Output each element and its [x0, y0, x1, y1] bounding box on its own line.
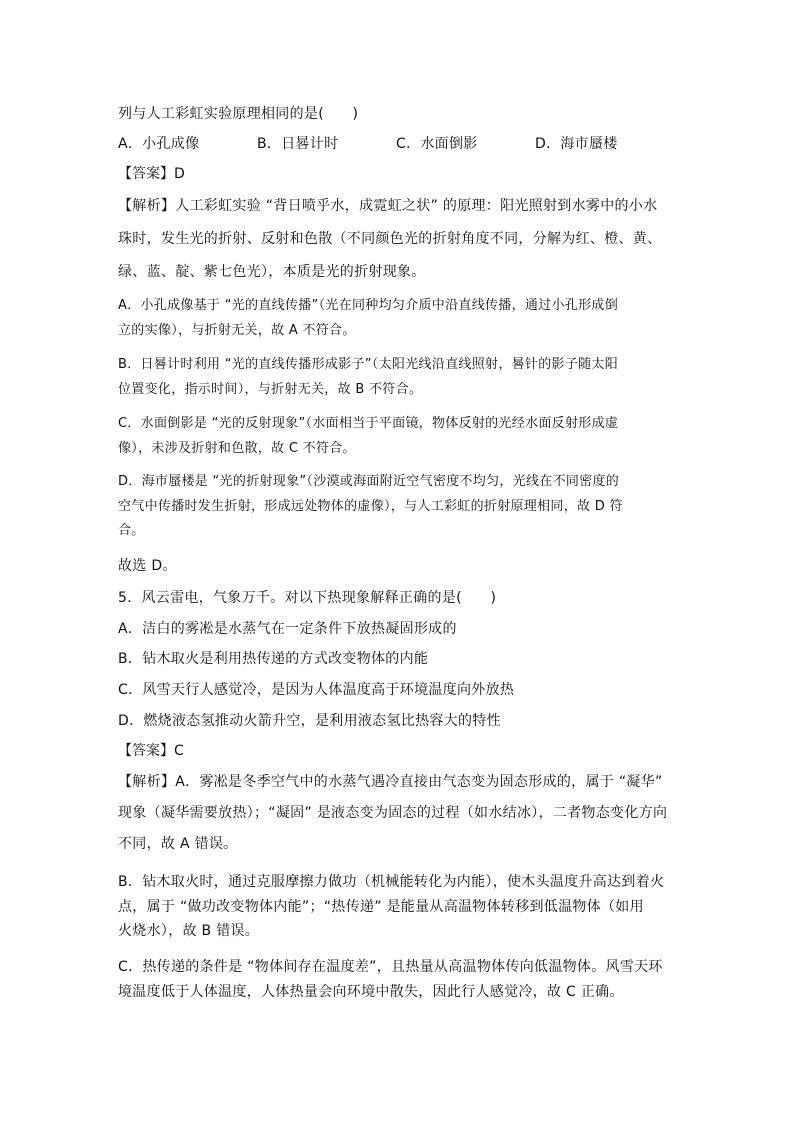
question-4-conclusion: 故选 D。	[118, 558, 177, 574]
question-4-analysis-line: B．日晷计时利用 “光的直线传播形成影子”（太阳光线沿直线照射，晷针的影子随太阳	[118, 357, 619, 372]
question-5-analysis-line: C．热传递的条件是 “物体间存在温度差”，且热量从高温物体传向低温物体。风雪天环	[118, 959, 663, 975]
question-5-answer: 【答案】C	[118, 743, 184, 759]
question-4-analysis-line: 【解析】人工彩虹实验 “背日喷乎水，成霓虹之状” 的原理：阳光照射到水雾中的小水	[118, 198, 658, 214]
question-5-option: A．洁白的雾凇是水蒸气在一定条件下放热凝固形成的	[118, 621, 457, 637]
question-5-analysis-line: 【解析】A．雾凇是冬季空气中的水蒸气遇冷直接由气态变为固态形成的，属于 “凝华”	[118, 774, 663, 790]
question-5-option: B．钻木取火是利用热传递的方式改变物体的内能	[118, 651, 429, 667]
question-4-analysis-line: 空气中传播时发生折射，形成远处物体的虚像），与人工彩虹的折射原理相同，故 D 符	[118, 499, 623, 514]
question-5-option: C．风雪天行人感觉冷，是因为人体温度高于环境温度向外放热	[118, 682, 515, 698]
question-5-analysis-line: B．钻木取火时，通过克服摩擦力做功（机械能转化为内能），使木头温度升高达到着火	[118, 874, 665, 890]
question-4-analysis-line: D．海市蜃楼是 “光的折射现象”（沙漠或海面附近空气密度不均匀，光线在不同密度的	[118, 474, 620, 489]
question-4-analysis-line: A．小孔成像基于 “光的直线传播”（光在同种均匀介质中沿直线传播，通过小孔形成倒	[118, 298, 618, 313]
question-4-analysis-line: 绿、蓝、靛、紫七色光），本质是光的折射现象。	[118, 264, 426, 280]
question-5-analysis-line: 境温度低于人体温度，人体热量会向环境中散失，因此行人感觉冷，故 C 正确。	[118, 984, 624, 1000]
question-4-option-a: A．小孔成像	[118, 136, 200, 152]
question-5-option: D．燃烧液态氢推动火箭升空，是利用液态氢比热容大的特性	[118, 713, 501, 729]
question-4-answer: 【答案】D	[118, 166, 185, 182]
question-4-option-c: C．水面倒影	[396, 136, 478, 152]
question-4-stem: 列与人工彩虹实验原理相同的是( )	[118, 106, 359, 122]
question-4-analysis-line: 立的实像），与折射无关，故 A 不符合。	[118, 323, 356, 338]
question-4-analysis-line: 珠时，发生光的折射、反射和色散（不同颜色光的折射角度不同，分解为红、橙、黄、	[118, 231, 662, 247]
question-4-option-b: B．日晷计时	[257, 136, 339, 152]
question-4-analysis-line: 像），未涉及折射和色散，故 C 不符合。	[118, 441, 356, 456]
question-5-analysis-line: 火烧水），故 B 错误。	[118, 923, 260, 939]
question-5-stem: 5．风云雷电，气象万千。对以下热现象解释正确的是( )	[118, 590, 497, 606]
question-4-analysis-line: 位置变化，指示时间），与折射无关，故 B 不符合。	[118, 382, 423, 397]
question-5-analysis-line: 不同，故 A 错误。	[118, 836, 238, 852]
question-5-analysis-line: 现象（凝华需要放热）；“凝固” 是液态变为固态的过程（如水结冰），二者物态变化方向	[118, 805, 668, 821]
question-4-option-d: D．海市蜃楼	[535, 136, 618, 152]
question-4-analysis-line: 合。	[118, 523, 145, 538]
question-4-analysis-line: C．水面倒影是 “光的反射现象”（水面相当于平面镜，物体反射的光经水面反射形成虚	[118, 416, 619, 431]
question-5-analysis-line: 点，属于 “做功改变物体内能”；“热传递” 是能量从高温物体转移到低温物体（如用	[118, 899, 644, 915]
